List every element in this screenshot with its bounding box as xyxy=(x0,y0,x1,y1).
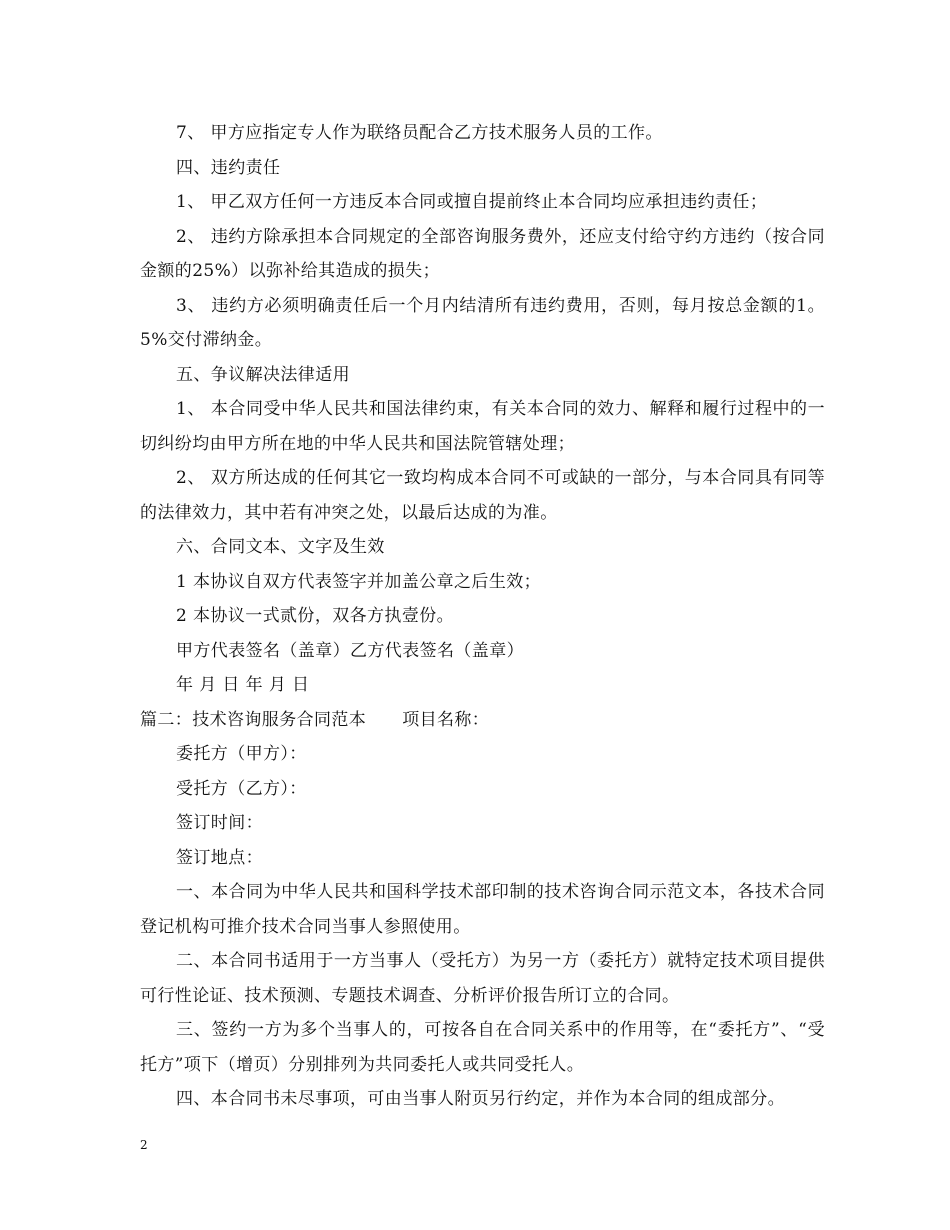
breach-clause-2: 2、 违约方除承担本合同规定的全部咨询服务费外，还应支付给守约方违约（按合同金额的25%）以弥补给其造成的损失； xyxy=(140,226,825,281)
note-2: 二、本合同书适用于一方当事人（受托方）为另一方（委托方）就特定技术项目提供可行性论证、技术预测、专题技术调查、分析评价报告所订立的合同。 xyxy=(140,951,825,1006)
effect-clause-1: 1 本协议自双方代表签字并加盖公章之后生效； xyxy=(176,571,542,592)
breach-clause-1: 1、 甲乙双方任何一方违反本合同或擅自提前终止本合同均应承担违约责任； xyxy=(176,192,768,212)
signing-place-label: 签订地点： xyxy=(176,847,263,868)
section-heading-dispute: 五、争议解决法律适用 xyxy=(176,364,350,385)
section2-heading xyxy=(140,703,825,738)
page-number: 2 xyxy=(140,1138,148,1152)
section2-title: 篇二：技术咨询服务合同范本 xyxy=(140,709,367,730)
clause-7: 7、 甲方应指定专人作为联络员配合乙方技术服务人员的工作。 xyxy=(176,123,663,143)
note-1: 一、本合同为中华人民共和国科学技术部印制的技术咨询合同示范文本，各技术合同登记机构可推介技术合同当事人参照使用。 xyxy=(140,882,825,937)
note-3: 三、签约一方为多个当事人的，可按各自在合同关系中的作用等，在“委托方”、“受托方”项下（增页）分别排列为共同委托人或共同受托人。 xyxy=(140,1020,825,1075)
dispute-clause-1: 1、 本合同受中华人民共和国法律约束，有关本合同的效力、解释和履行过程中的一切纠纷均由甲方所在地的中华人民共和国法院管辖处理； xyxy=(140,399,825,454)
effect-clause-2: 2 本协议一式贰份，双各方执壹份。 xyxy=(176,606,455,626)
contractor-field-label: 受托方（乙方）： xyxy=(176,778,307,799)
signature-line: 甲方代表签名（盖章）乙方代表签名（盖章） xyxy=(176,640,524,661)
dispute-clause-2: 2、 双方所达成的任何其它一致均构成本合同不可或缺的一部分，与本合同具有同等的法律效力，其中若有冲突之处，以最后达成的为准。 xyxy=(140,468,825,523)
note-4: 四、本合同书未尽事项，可由当事人附页另行约定，并作为本合同的组成部分。 xyxy=(176,1089,785,1109)
signing-time-label: 签订时间： xyxy=(176,813,263,833)
project-name-label: 项目名称： xyxy=(402,709,490,730)
section-heading-breach: 四、违约责任 xyxy=(176,157,281,178)
date-line: 年 月 日 年 月 日 xyxy=(176,675,310,695)
client-field-label: 委托方（甲方）： xyxy=(176,744,307,764)
document-body xyxy=(140,116,825,1117)
breach-clause-3: 3、 违约方必须明确责任后一个月内结清所有违约费用，否则，每月按总金额的1。5%交付滞纳金。 xyxy=(140,295,825,350)
section-heading-effect: 六、合同文本、文字及生效 xyxy=(176,537,385,557)
